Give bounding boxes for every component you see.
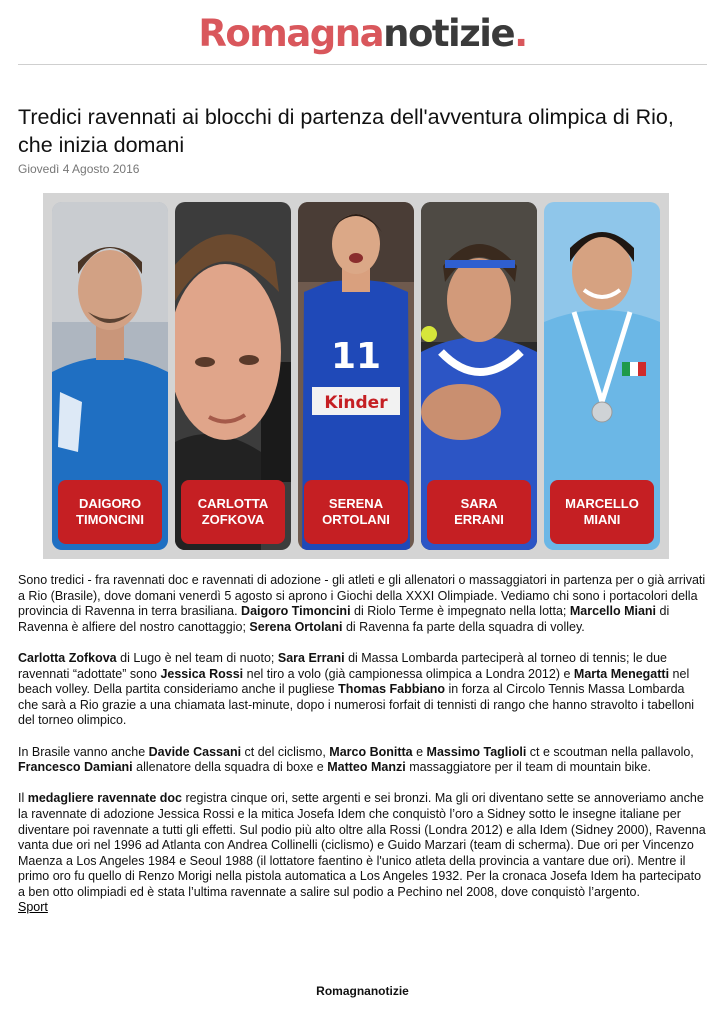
paragraph: Carlotta Zofkova di Lugo è nel team di nuoto; Sara Errani di Massa Lombarda parteciperà al torneo di tennis; le due ravennati “adottate” sono Jessica Rossi nel tiro a volo (già campionessa olimpica a Londra 2012) e Marta Menegatti nel beach volley. Della partita consideriamo anche il pugliese Thomas Fabbiano in forza al Circolo Tennis Massa Lombarda che sarà a Rio grazie a una chiamata last-minute, dopo i numerosi forfait di tennisti di rango che hanno stravolto i tabelloni del torneo olimpico. [18, 650, 695, 728]
paragraph: In Brasile vanno anche Davide Cassani ct del ciclismo, Marco Bonitta e Massimo Taglioli ct e scoutman nella pallavolo, Francesco Damiani allenatore della squadra di boxe e Matteo Manzi massaggiatore per il team di mountain bike. [18, 744, 694, 775]
athlete-nameplate [550, 480, 654, 544]
jersey-number: 11 [330, 336, 382, 377]
athlete-card-zofkova [175, 202, 291, 550]
article-body [18, 573, 708, 916]
athlete-nameplate [304, 480, 408, 544]
paragraph: Il medagliere ravennate doc registra cinque ori, sette argenti e sei bronzi. Ma gli ori diventano sette se annoveriamo anche la ravennate di adozione Jessica Rossi e la mitica Josefa Idem che conquistò l’oro a Sidney sotto le insegne italiane per diventare poi ravennate a tutti gli effetti. Sul podio più alto oltre alla Rossi (Londra 2012) e alla Idem (Sidney 2000), Ravenna vanta due ori nel 1996 ad Atlanta con Andrea Collinelli (ciclismo) e Guido Marzari (team di scherma). Due ori per Vincenzo Maenza a Los Angeles 1984 e Seoul 1988 (il lottatore faentino è l'unico atleta della provincia a vantare due ori). Mentre il primo oro fu quello di Renzo Morigi nella pistola automatica a Los Angeles 1932. Per la cronaca Josefa Idem ha partecipato a ben otto olimpiadi ed è stata l’ultima ravennate a salire sul podio a Pechino nel 2008, dove conquistò l’argento. Sport [18, 791, 706, 915]
logo-notizie: notizie [383, 12, 515, 55]
logo-romagna: Romagna [198, 12, 384, 55]
athlete-last-name: ZOFKOVA [201, 512, 265, 527]
athlete-first-name: SERENA [328, 496, 384, 511]
athlete-card-timoncini [52, 202, 168, 550]
athlete-nameplate [58, 480, 162, 544]
footer-site-name: Romagnanotizie [316, 984, 409, 998]
athlete-nameplate [427, 480, 531, 544]
athlete-last-name: ORTOLANI [322, 512, 390, 527]
athlete-card-errani [421, 202, 537, 550]
athlete-nameplate [181, 480, 285, 544]
paragraph: Sono tredici - fra ravennati doc e ravennati di adozione - gli atleti e gli allenatori o massaggiatori in partenza per o già arrivati a Rio (Brasile), dove domani venerdì 5 agosto si aprono i Giochi della XXXI Olimpiade. Vediamo chi sono i portacolori della provincia di Ravenna in terra brasiliana. Daigoro Timoncini di Riolo Terme è impegnato nella lotta; Marcello Miani di Ravenna è alfiere del nostro canottaggio; Serena Ortolani di Ravenna fa parte della squadra di volley. [18, 573, 706, 634]
jersey-sponsor: Kinder [324, 393, 388, 413]
hero-image [43, 193, 669, 559]
athlete-card-miani [544, 202, 660, 550]
athlete-last-name: MIANI [583, 512, 621, 527]
athlete-card-ortolani [298, 202, 414, 550]
athlete-first-name: SARA [460, 496, 498, 511]
athlete-last-name: ERRANI [454, 512, 504, 527]
athlete-last-name: TIMONCINI [76, 512, 144, 527]
header-divider [18, 64, 707, 65]
article-date: Giovedì 4 Agosto 2016 [18, 162, 140, 176]
article-title: Tredici ravennati ai blocchi di partenza dell'avventura olimpica di Rio, che inizia domani [18, 105, 674, 157]
logo-dot: . [514, 12, 527, 55]
athlete-first-name: CARLOTTA [197, 496, 269, 511]
athlete-first-name: DAIGORO [78, 496, 142, 511]
athlete-first-name: MARCELLO [565, 496, 639, 511]
category-link-sport[interactable]: Sport [18, 900, 48, 915]
site-logo[interactable] [0, 12, 725, 56]
